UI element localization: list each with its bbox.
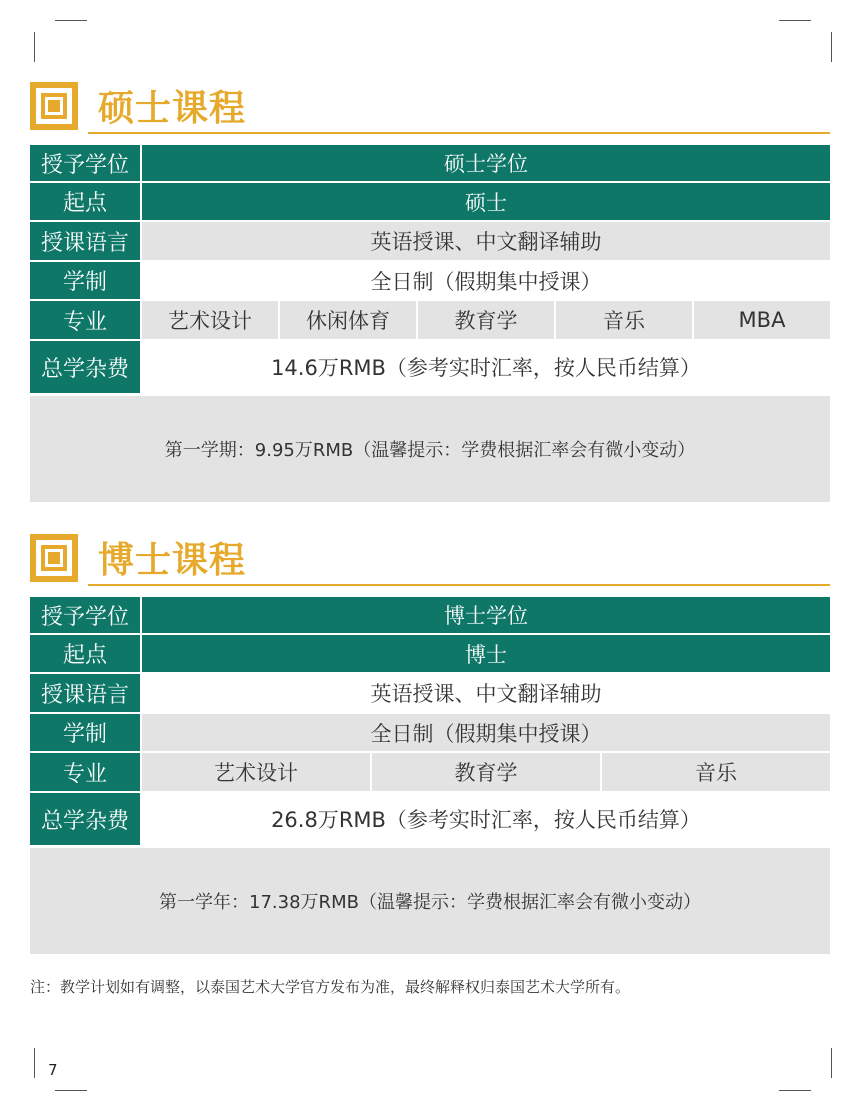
footnote: 注：教学计划如有调整，以泰国艺术大学官方发布为准，最终解释权归泰国艺术大学所有。 [30, 978, 631, 996]
crop-mark-top-left-h [55, 20, 87, 21]
row-value: 英语授课、中文翻译辅助 [142, 674, 830, 712]
title-underline [88, 132, 830, 134]
title-underline [88, 584, 830, 586]
doctoral-schedule-row [30, 714, 830, 751]
doctoral-title: 博士课程 [98, 540, 247, 581]
doctoral-fees-row [30, 793, 830, 845]
row-label: 总学杂费 [30, 341, 140, 393]
doctoral-start-row [30, 635, 830, 672]
masters-title: 硕士课程 [98, 88, 247, 129]
row-label: 总学杂费 [30, 793, 140, 845]
square-frame-icon [30, 534, 78, 582]
row-label: 专业 [30, 753, 140, 791]
crop-mark-top-right-v [831, 32, 832, 62]
row-value: 博士学位 [142, 597, 830, 633]
doctoral-section-header [30, 530, 830, 586]
major-cell: MBA [694, 301, 830, 339]
major-cell: 教育学 [418, 301, 554, 339]
crop-mark-bottom-left-h [55, 1090, 87, 1091]
page-number: 7 [48, 1061, 58, 1079]
masters-degree-row [30, 145, 830, 181]
major-cell: 音乐 [602, 753, 830, 791]
crop-mark-bottom-left-v [34, 1048, 35, 1078]
row-value: 博士 [142, 635, 830, 672]
row-label: 授予学位 [30, 597, 140, 633]
row-value: 全日制（假期集中授课） [142, 262, 830, 299]
crop-mark-top-right-h [779, 20, 811, 21]
crop-mark-bottom-right-h [779, 1090, 811, 1091]
major-cell: 音乐 [556, 301, 692, 339]
crop-mark-bottom-right-v [831, 1048, 832, 1078]
row-value: 全日制（假期集中授课） [142, 714, 830, 751]
masters-language-row [30, 222, 830, 260]
major-cell: 休闲体育 [280, 301, 416, 339]
row-value: 26.8万RMB（参考实时汇率，按人民币结算） [142, 793, 830, 845]
major-cell: 教育学 [372, 753, 600, 791]
major-cell: 艺术设计 [142, 301, 278, 339]
row-label: 起点 [30, 635, 140, 672]
masters-fee-note: 第一学期：9.95万RMB（温馨提示：学费根据汇率会有微小变动） [30, 396, 830, 502]
row-label: 授课语言 [30, 222, 140, 260]
masters-fees-row [30, 341, 830, 393]
doctoral-fee-note: 第一学年：17.38万RMB（温馨提示：学费根据汇率会有微小变动） [30, 848, 830, 954]
masters-majors-row [30, 301, 830, 339]
doctoral-language-row [30, 674, 830, 712]
row-value: 14.6万RMB（参考实时汇率，按人民币结算） [142, 341, 830, 393]
row-value: 硕士 [142, 183, 830, 220]
crop-mark-top-left-v [34, 32, 35, 62]
row-label: 授课语言 [30, 674, 140, 712]
row-label: 起点 [30, 183, 140, 220]
row-label: 专业 [30, 301, 140, 339]
doctoral-degree-row [30, 597, 830, 633]
row-value: 硕士学位 [142, 145, 830, 181]
row-value: 英语授课、中文翻译辅助 [142, 222, 830, 260]
row-label: 授予学位 [30, 145, 140, 181]
row-label: 学制 [30, 262, 140, 299]
major-cell: 艺术设计 [142, 753, 370, 791]
masters-schedule-row [30, 262, 830, 299]
doctoral-majors-row [30, 753, 830, 791]
square-frame-icon [30, 82, 78, 130]
row-label: 学制 [30, 714, 140, 751]
masters-start-row [30, 183, 830, 220]
masters-section-header [30, 78, 830, 134]
